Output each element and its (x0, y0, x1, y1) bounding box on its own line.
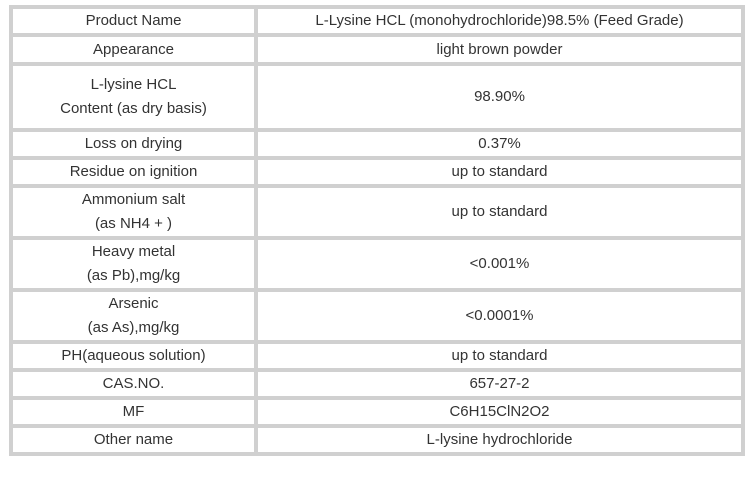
label-line: Loss on drying (84, 135, 183, 152)
label-line: Content (as dry basis) (60, 100, 207, 117)
row-label (11, 398, 256, 426)
label-line: Other name (93, 431, 174, 448)
label-line: (as NH4 + ) (94, 215, 173, 232)
label-line: MF (122, 403, 145, 420)
row-value: light brown powder (256, 35, 743, 64)
row-value: <0.0001% (256, 290, 743, 342)
label-line: (as As),mg/kg (87, 319, 180, 336)
row-value: <0.001% (256, 238, 743, 290)
label-line: Heavy metal (91, 243, 176, 260)
table-row (11, 426, 743, 454)
row-value: L-lysine hydrochloride (256, 426, 743, 454)
row-label (11, 370, 256, 398)
row-value: L-Lysine HCL (monohydrochloride)98.5% (Feed Grade) (256, 7, 743, 35)
label-line: Residue on ignition (69, 163, 198, 180)
row-label (11, 290, 256, 342)
label-line: (as Pb),mg/kg (86, 267, 181, 284)
label-line: Ammonium salt (81, 191, 186, 208)
row-value: 657-27-2 (256, 370, 743, 398)
table-row (11, 158, 743, 186)
table-row (11, 238, 743, 290)
table-row (11, 342, 743, 370)
label-line: CAS.NO. (102, 375, 165, 392)
row-value: up to standard (256, 186, 743, 238)
table-row (11, 35, 743, 64)
row-label (11, 7, 256, 35)
table-row (11, 370, 743, 398)
label-line: Product Name (85, 12, 182, 29)
label-line: Appearance (93, 40, 174, 58)
table-row (11, 64, 743, 130)
table-row (11, 130, 743, 158)
table-row (11, 186, 743, 238)
row-label (11, 426, 256, 454)
row-label (11, 35, 256, 64)
row-label (11, 130, 256, 158)
specification-table (9, 5, 745, 456)
label-line: PH(aqueous solution) (61, 347, 206, 364)
table-row (11, 290, 743, 342)
table-row (11, 398, 743, 426)
row-value: 0.37% (256, 130, 743, 158)
table-row (11, 7, 743, 35)
row-value: 98.90% (256, 64, 743, 130)
row-label (11, 64, 256, 130)
row-value: up to standard (256, 158, 743, 186)
row-label (11, 238, 256, 290)
row-value: C6H15ClN2O2 (256, 398, 743, 426)
row-value: up to standard (256, 342, 743, 370)
row-label (11, 342, 256, 370)
row-label (11, 186, 256, 238)
label-line: Arsenic (108, 295, 159, 312)
row-label (11, 158, 256, 186)
label-line: L-lysine HCL (90, 76, 177, 93)
